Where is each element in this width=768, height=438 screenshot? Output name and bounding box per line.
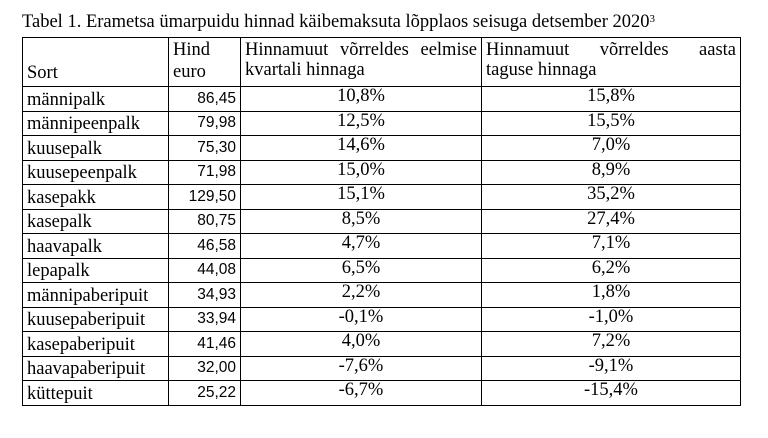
year-change-cell: 1,8% xyxy=(482,283,741,308)
quarter-change-cell: 12,5% xyxy=(241,111,482,136)
sort-cell: küttepuit xyxy=(23,381,169,406)
table-row xyxy=(23,283,741,308)
table-row xyxy=(23,160,741,185)
year-change-cell: 6,2% xyxy=(482,258,741,283)
price-cell: 25,22 xyxy=(169,381,241,406)
year-change-cell: -1,0% xyxy=(482,307,741,332)
header-row xyxy=(23,38,741,87)
footnote-mark: 3 xyxy=(649,13,656,25)
quarter-change-cell: -0,1% xyxy=(241,307,482,332)
table-row xyxy=(23,209,741,234)
year-change-cell: 15,5% xyxy=(482,111,741,136)
price-cell: 46,58 xyxy=(169,234,241,259)
header-year-change: Hinnamuut võrreldes aasta taguse hinnaga xyxy=(482,38,741,87)
header-price-line2: euro xyxy=(173,62,206,82)
sort-cell: haavapalk xyxy=(23,234,169,259)
price-cell: 129,50 xyxy=(169,185,241,210)
price-cell: 33,94 xyxy=(169,307,241,332)
sort-cell: männipaberipuit xyxy=(23,283,169,308)
table-row xyxy=(23,381,741,406)
price-cell: 71,98 xyxy=(169,160,241,185)
year-change-cell: -15,4% xyxy=(482,381,741,406)
price-cell: 75,30 xyxy=(169,136,241,161)
sort-cell: männipalk xyxy=(23,87,169,112)
quarter-change-cell: -7,6% xyxy=(241,356,482,381)
sort-cell: kasepakk xyxy=(23,185,169,210)
table-row xyxy=(23,307,741,332)
price-cell: 41,46 xyxy=(169,332,241,357)
year-change-cell: 7,1% xyxy=(482,234,741,259)
sort-cell: lepapalk xyxy=(23,258,169,283)
table-row xyxy=(23,111,741,136)
price-cell: 79,98 xyxy=(169,111,241,136)
quarter-change-cell: 6,5% xyxy=(241,258,482,283)
quarter-change-cell: 4,7% xyxy=(241,234,482,259)
quarter-change-cell: 10,8% xyxy=(241,87,482,112)
year-change-cell: 7,2% xyxy=(482,332,741,357)
header-sort: Sort xyxy=(23,38,169,87)
quarter-change-cell: 15,1% xyxy=(241,185,482,210)
table-row xyxy=(23,258,741,283)
sort-cell: männipeenpalk xyxy=(23,111,169,136)
price-cell: 80,75 xyxy=(169,209,241,234)
price-cell: 44,08 xyxy=(169,258,241,283)
table-row xyxy=(23,234,741,259)
year-change-cell: 15,8% xyxy=(482,87,741,112)
quarter-change-cell: 14,6% xyxy=(241,136,482,161)
quarter-change-cell: 2,2% xyxy=(241,283,482,308)
year-change-cell: -9,1% xyxy=(482,356,741,381)
year-change-cell: 8,9% xyxy=(482,160,741,185)
header-price xyxy=(169,38,241,87)
table-caption xyxy=(22,11,655,33)
table-row xyxy=(23,185,741,210)
sort-cell: haavapaberipuit xyxy=(23,356,169,381)
price-table xyxy=(22,37,741,406)
price-cell: 32,00 xyxy=(169,356,241,381)
header-quarter-change: Hinnamuut võrreldes eelmise kvartali hinnaga xyxy=(241,38,482,87)
year-change-cell: 27,4% xyxy=(482,209,741,234)
quarter-change-cell: -6,7% xyxy=(241,381,482,406)
table-row xyxy=(23,136,741,161)
sort-cell: kuusepeenpalk xyxy=(23,160,169,185)
quarter-change-cell: 15,0% xyxy=(241,160,482,185)
price-cell: 86,45 xyxy=(169,87,241,112)
sort-cell: kasepalk xyxy=(23,209,169,234)
quarter-change-cell: 4,0% xyxy=(241,332,482,357)
sort-cell: kasepaberipuit xyxy=(23,332,169,357)
year-change-cell: 35,2% xyxy=(482,185,741,210)
quarter-change-cell: 8,5% xyxy=(241,209,482,234)
header-price-line1: Hind xyxy=(173,40,210,60)
table-row xyxy=(23,87,741,112)
caption-text: Tabel 1. Erametsa ümarpuidu hinnad käibemaksuta lõpplaos seisuga detsember 2020 xyxy=(22,12,650,32)
year-change-cell: 7,0% xyxy=(482,136,741,161)
table-row xyxy=(23,356,741,381)
sort-cell: kuusepaberipuit xyxy=(23,307,169,332)
sort-cell: kuusepalk xyxy=(23,136,169,161)
table-row xyxy=(23,332,741,357)
price-cell: 34,93 xyxy=(169,283,241,308)
